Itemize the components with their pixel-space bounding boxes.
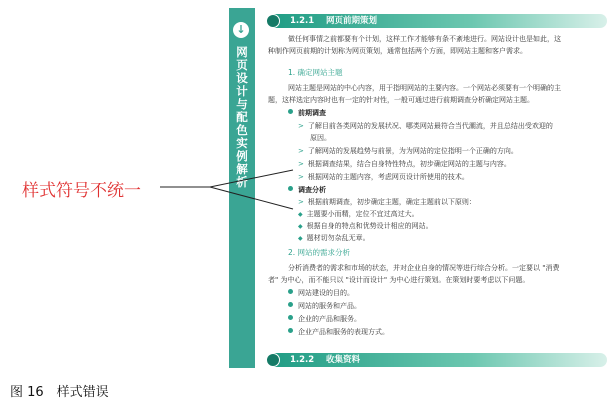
sidebar-title: 网页设计与配色实例解析 [236, 45, 248, 189]
sub2-para-line-1: 分析消费者的需求和市场的状态，并对企业自身的情况等进行综合分析。一定要以 "消费 [288, 264, 560, 272]
section-header-2 [268, 353, 607, 367]
intro-line-2: 种制作网页前期的计划称为网页策划，通常包括两个方面，即网站主题和客户需求。 [268, 47, 527, 55]
bullet-dot-icon [288, 315, 293, 320]
research-item: > 根据调查结果，结合自身特性特点，初步确定网站的主题与内容。 [298, 160, 511, 168]
subsection-2-title: 2. 网站的需求分析 [288, 248, 351, 257]
analysis-item: > 根据前期调查，初步确定主题，确定主题前以下原则： [298, 198, 476, 206]
research-heading: 前期调查 [288, 107, 326, 119]
chevron-icon: > [298, 173, 304, 181]
figure-caption: 图 16 样式错误 [10, 385, 109, 400]
chevron-icon: > [298, 160, 304, 168]
chevron-icon: > [298, 198, 304, 206]
triangle-bullet-icon: ◆ [298, 223, 303, 230]
sub1-para-line-1: 网站主题是网站的中心内容，用于指明网站的主要内容。一个网站必须要有一个明确的主 [288, 84, 561, 92]
sub2-para-line-2: 者" 为中心，而不能只以 "设计而设计" 为中心进行策划。在策划时要考虑以下问题。 [268, 276, 530, 284]
research-item: > 根据网站的主题内容，考虑网页设计所使用的技术。 [298, 173, 469, 181]
triangle-bullet-icon: ◆ [298, 235, 303, 242]
chevron-icon: > [298, 147, 304, 155]
intro-line-1: 做任何事情之前都要有个计划，这样工作才能够有条不紊地进行。网站设计也是如此，这 [288, 35, 561, 43]
section-dot-icon [266, 353, 280, 367]
subsection-1-title: 1. 确定网站主题 [288, 68, 343, 77]
section-number: 1.2.2 [290, 355, 315, 365]
research-item: > 了解网站的发展趋势与前景，为为网站的定位指明一个正确的方向。 [298, 147, 518, 155]
needs-item: 企业的产品和服务。 [288, 313, 361, 325]
bullet-dot-icon [288, 302, 293, 307]
triangle-bullet-icon: ◆ [298, 211, 303, 218]
research-item-cont: 原因。 [310, 134, 331, 142]
analysis-item: ◆ 主题要小而精，定位不宜过高过大。 [298, 210, 419, 218]
section-title: 网页前期策划 [326, 16, 378, 26]
analysis-heading: 调查分析 [288, 184, 326, 196]
section-title: 收集资料 [326, 355, 361, 365]
needs-item: 网站的服务和产品。 [288, 300, 361, 312]
sub1-para-line-2: 题，这样选定内容时也有一定的针对性，一般可通过进行前期调查分析确定网站主题。 [268, 96, 534, 104]
chevron-icon: > [298, 122, 304, 130]
down-arrow-icon: ↓ [233, 22, 249, 38]
section-number: 1.2.1 [290, 16, 315, 26]
bullet-dot-icon [288, 289, 293, 294]
research-item: > 了解目前各类网站的发展状况、哪类网站最符合当代潮流，并且总结出受欢迎的 [298, 122, 553, 130]
analysis-item: ◆ 题材切勿杂乱无章。 [298, 234, 370, 242]
bullet-dot-icon [288, 328, 293, 333]
annotation-label: 样式符号不统一 [22, 181, 141, 201]
analysis-item: ◆ 根据自身的特点和优势设计相应的网站。 [298, 222, 433, 230]
needs-item: 企业产品和服务的表现方式。 [288, 326, 389, 338]
needs-item: 网站建设的目的。 [288, 287, 354, 299]
